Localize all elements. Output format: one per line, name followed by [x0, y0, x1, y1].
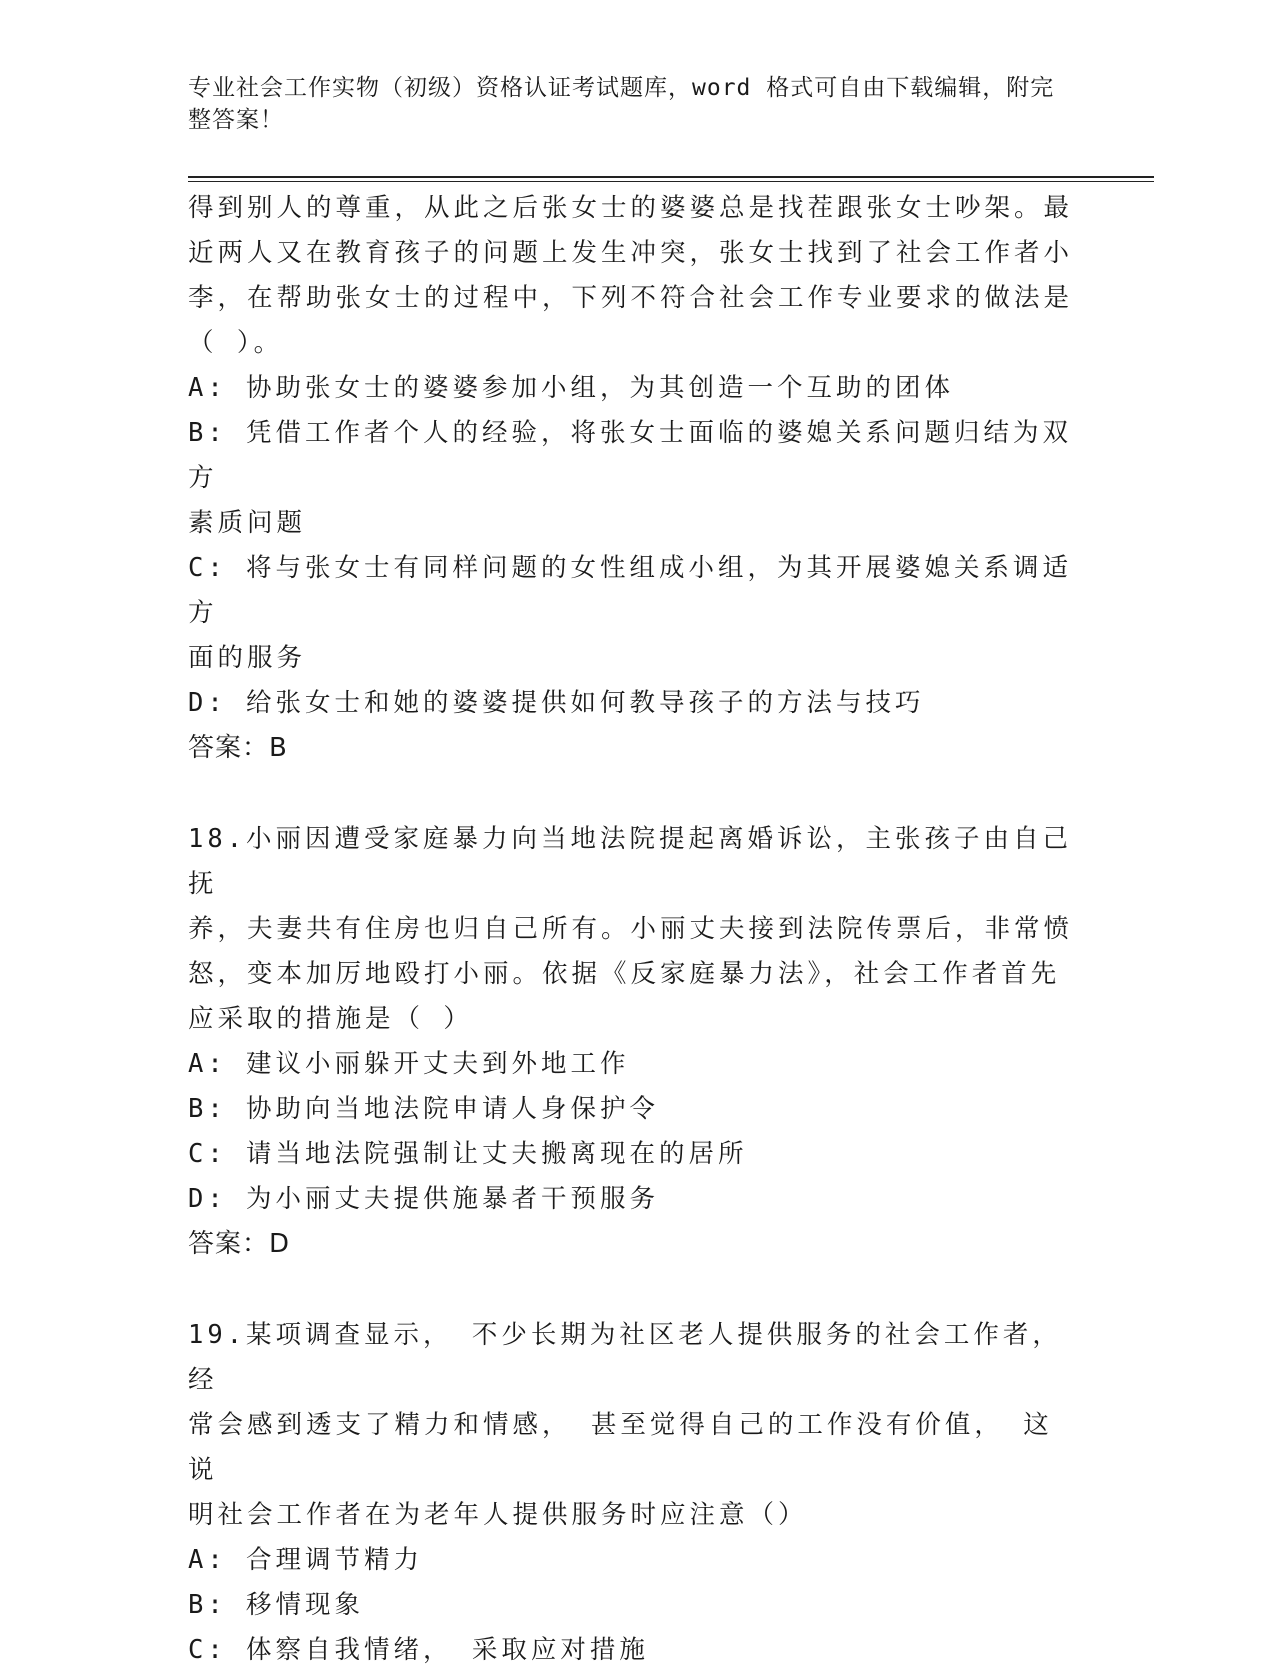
- question-stem-line: 近两人又在教育孩子的问题上发生冲突，张女士找到了社会工作者小: [188, 238, 1074, 268]
- option-c: C: 体察自我情绪， 采取应对措施: [188, 1635, 649, 1665]
- header-rule-thin: [188, 181, 1154, 182]
- header-rule-thick: [188, 176, 1154, 178]
- option-c: C: 将与张女士有同样问题的女性组成小组，为其开展婆媳关系调适方: [188, 553, 1073, 628]
- option-c: C: 请当地法院强制让丈夫搬离现在的居所: [188, 1139, 748, 1169]
- question-18: [188, 817, 1078, 1267]
- question-stem-line: 得到别人的尊重，从此之后张女士的婆婆总是找茬跟张女士吵架。最: [188, 193, 1074, 223]
- question-stem-line: 养，夫妻共有住房也归自己所有。小丽丈夫接到法院传票后，非常愤: [188, 914, 1074, 944]
- question-stem-line: 李，在帮助张女士的过程中，下列不符合社会工作专业要求的做法是: [188, 283, 1074, 313]
- question-stem-line: 常会感到透支了精力和情感， 甚至觉得自己的工作没有价值， 这说: [188, 1410, 1053, 1485]
- option-b: B: 凭借工作者个人的经验，将张女士面临的婆媳关系问题归结为双方: [188, 418, 1073, 493]
- question-19: [188, 1313, 1078, 1673]
- option-d: D: 给张女士和她的婆婆提供如何教导孩子的方法与技巧: [188, 688, 925, 718]
- question-stem-line: 怒，变本加厉地殴打小丽。依据《反家庭暴力法》，社会工作者首先: [188, 959, 1061, 989]
- question-17: [188, 186, 1078, 771]
- header-line-1: 专业社会工作实物（初级）资格认证考试题库，word 格式可自由下载编辑，附完: [188, 75, 1055, 101]
- option-b: B: 移情现象: [188, 1590, 365, 1620]
- option-d: D: 为小丽丈夫提供施暴者干预服务: [188, 1184, 660, 1214]
- option-a: A: 协助张女士的婆婆参加小组，为其创造一个互助的团体: [188, 373, 955, 403]
- question-stem-line: 应采取的措施是（ ）: [188, 1004, 473, 1034]
- question-content: [188, 186, 1078, 1673]
- answer: 答案：D: [188, 1229, 291, 1259]
- option-b-continued: 素质问题: [188, 508, 307, 538]
- spacer: [188, 1267, 1078, 1313]
- question-stem-line: 19.某项调查显示， 不少长期为社区老人提供服务的社会工作者， 经: [188, 1320, 1062, 1395]
- option-b: B: 协助向当地法院申请人身保护令: [188, 1094, 660, 1124]
- page-header: [188, 72, 1068, 136]
- question-stem-line: （ ）。: [188, 328, 284, 358]
- option-a: A: 建议小丽躲开丈夫到外地工作: [188, 1049, 630, 1079]
- answer: 答案：B: [188, 733, 288, 763]
- question-stem-line: 明社会工作者在为老年人提供服务时应注意（）: [188, 1500, 808, 1530]
- spacer: [188, 771, 1078, 817]
- question-stem-line: 18.小丽因遭受家庭暴力向当地法院提起离婚诉讼，主张孩子由自己抚: [188, 824, 1073, 899]
- option-c-continued: 面的服务: [188, 643, 307, 673]
- option-a: A: 合理调节精力: [188, 1545, 424, 1575]
- header-line-2: 整答案！: [188, 107, 284, 133]
